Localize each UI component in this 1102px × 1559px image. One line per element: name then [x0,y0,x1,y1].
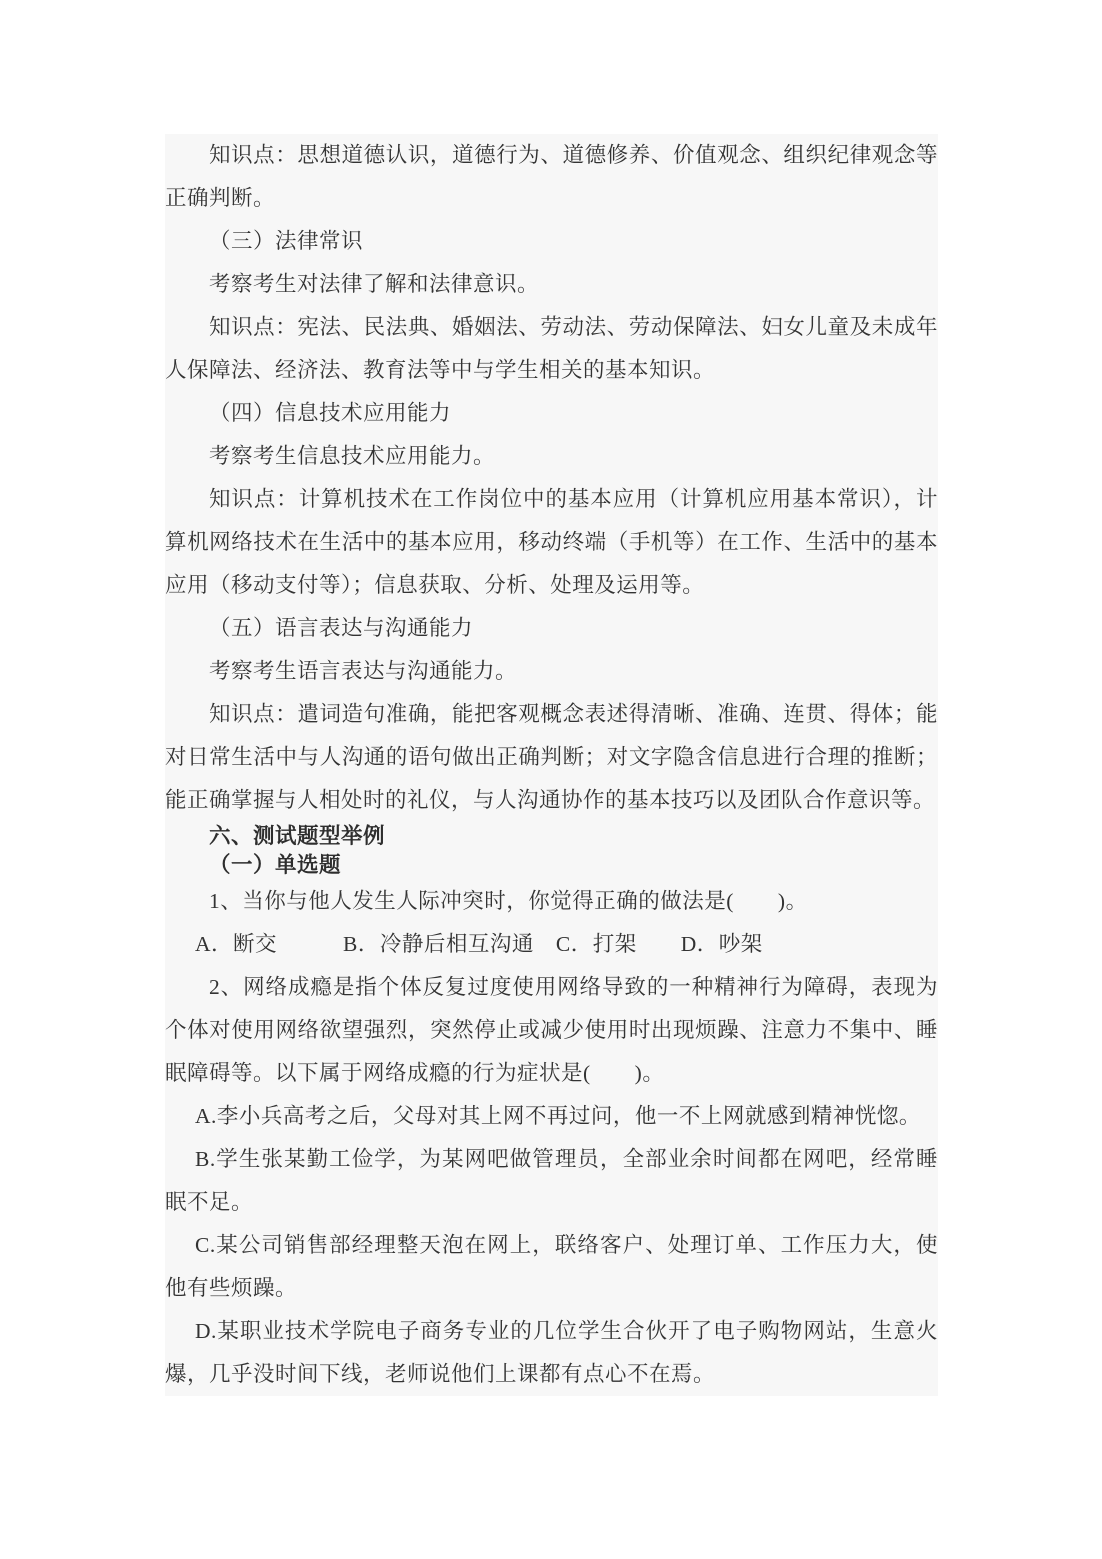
paragraph-question: 1、当你与他人发生人际冲突时，你觉得正确的做法是( )。 [209,889,808,913]
paragraph-body: 知识点：思想道德认识，道德行为、道德修养、价值观念、组织纪律观念等正确判断。 [165,143,938,210]
paragraph-body: 考察考生对法律了解和法律意识。 [209,272,540,296]
document-text-block [165,134,938,1396]
paragraph-heading: 六、测试题型举例 [209,824,386,848]
paragraph-option: B.学生张某勤工俭学，为某网吧做管理员，全部业余时间都在网吧，经常睡眠不足。 [165,1147,938,1214]
paragraph-heading: （一）单选题 [209,853,342,877]
paragraph-question: 2、网络成瘾是指个体反复过度使用网络导致的一种精神行为障碍，表现为个体对使用网络欲望强烈，突然停止或减少使用时出现烦躁、注意力不集中、睡眠障碍等。以下属于网络成瘾的行为症状是( )。 [165,975,938,1085]
paragraph-body: 知识点：宪法、民法典、婚姻法、劳动法、劳动保障法、妇女儿童及未成年人保障法、经济法、教育法等中与学生相关的基本知识。 [165,315,938,382]
paragraph-body: 考察考生信息技术应用能力。 [209,444,496,468]
paragraph-body: （四）信息技术应用能力 [209,401,452,425]
paragraph-body: 知识点：遣词造句准确，能把客观概念表述得清晰、准确、连贯、得体；能对日常生活中与人沟通的语句做出正确判断；对文字隐含信息进行合理的推断；能正确掌握与人相处时的礼仪，与人沟通协作的基本技巧以及团队合作意识等。 [165,702,938,812]
paragraph-body: （五）语言表达与沟通能力 [209,616,474,640]
paragraph-option: C.某公司销售部经理整天泡在网上，联络客户、处理订单、工作压力大，使他有些烦躁。 [165,1233,938,1300]
paragraph-body: 考察考生语言表达与沟通能力。 [209,659,518,683]
paragraph-option: A.李小兵高考之后，父母对其上网不再过问，他一不上网就感到精神恍惚。 [195,1104,921,1128]
paragraph-option: D.某职业技术学院电子商务专业的几位学生合伙开了电子购物网站，生意火爆，几乎没时间下线，老师说他们上课都有点心不在焉。 [165,1319,938,1386]
paragraph-options: A．断交 B．冷静后相互沟通 C．打架 D．吵架 [195,932,763,956]
paragraph-body: （三）法律常识 [209,229,364,253]
paragraph-body: 知识点：计算机技术在工作岗位中的基本应用（计算机应用基本常识），计算机网络技术在生活中的基本应用，移动终端（手机等）在工作、生活中的基本应用（移动支付等）；信息获取、分析、处理及运用等。 [165,487,938,597]
